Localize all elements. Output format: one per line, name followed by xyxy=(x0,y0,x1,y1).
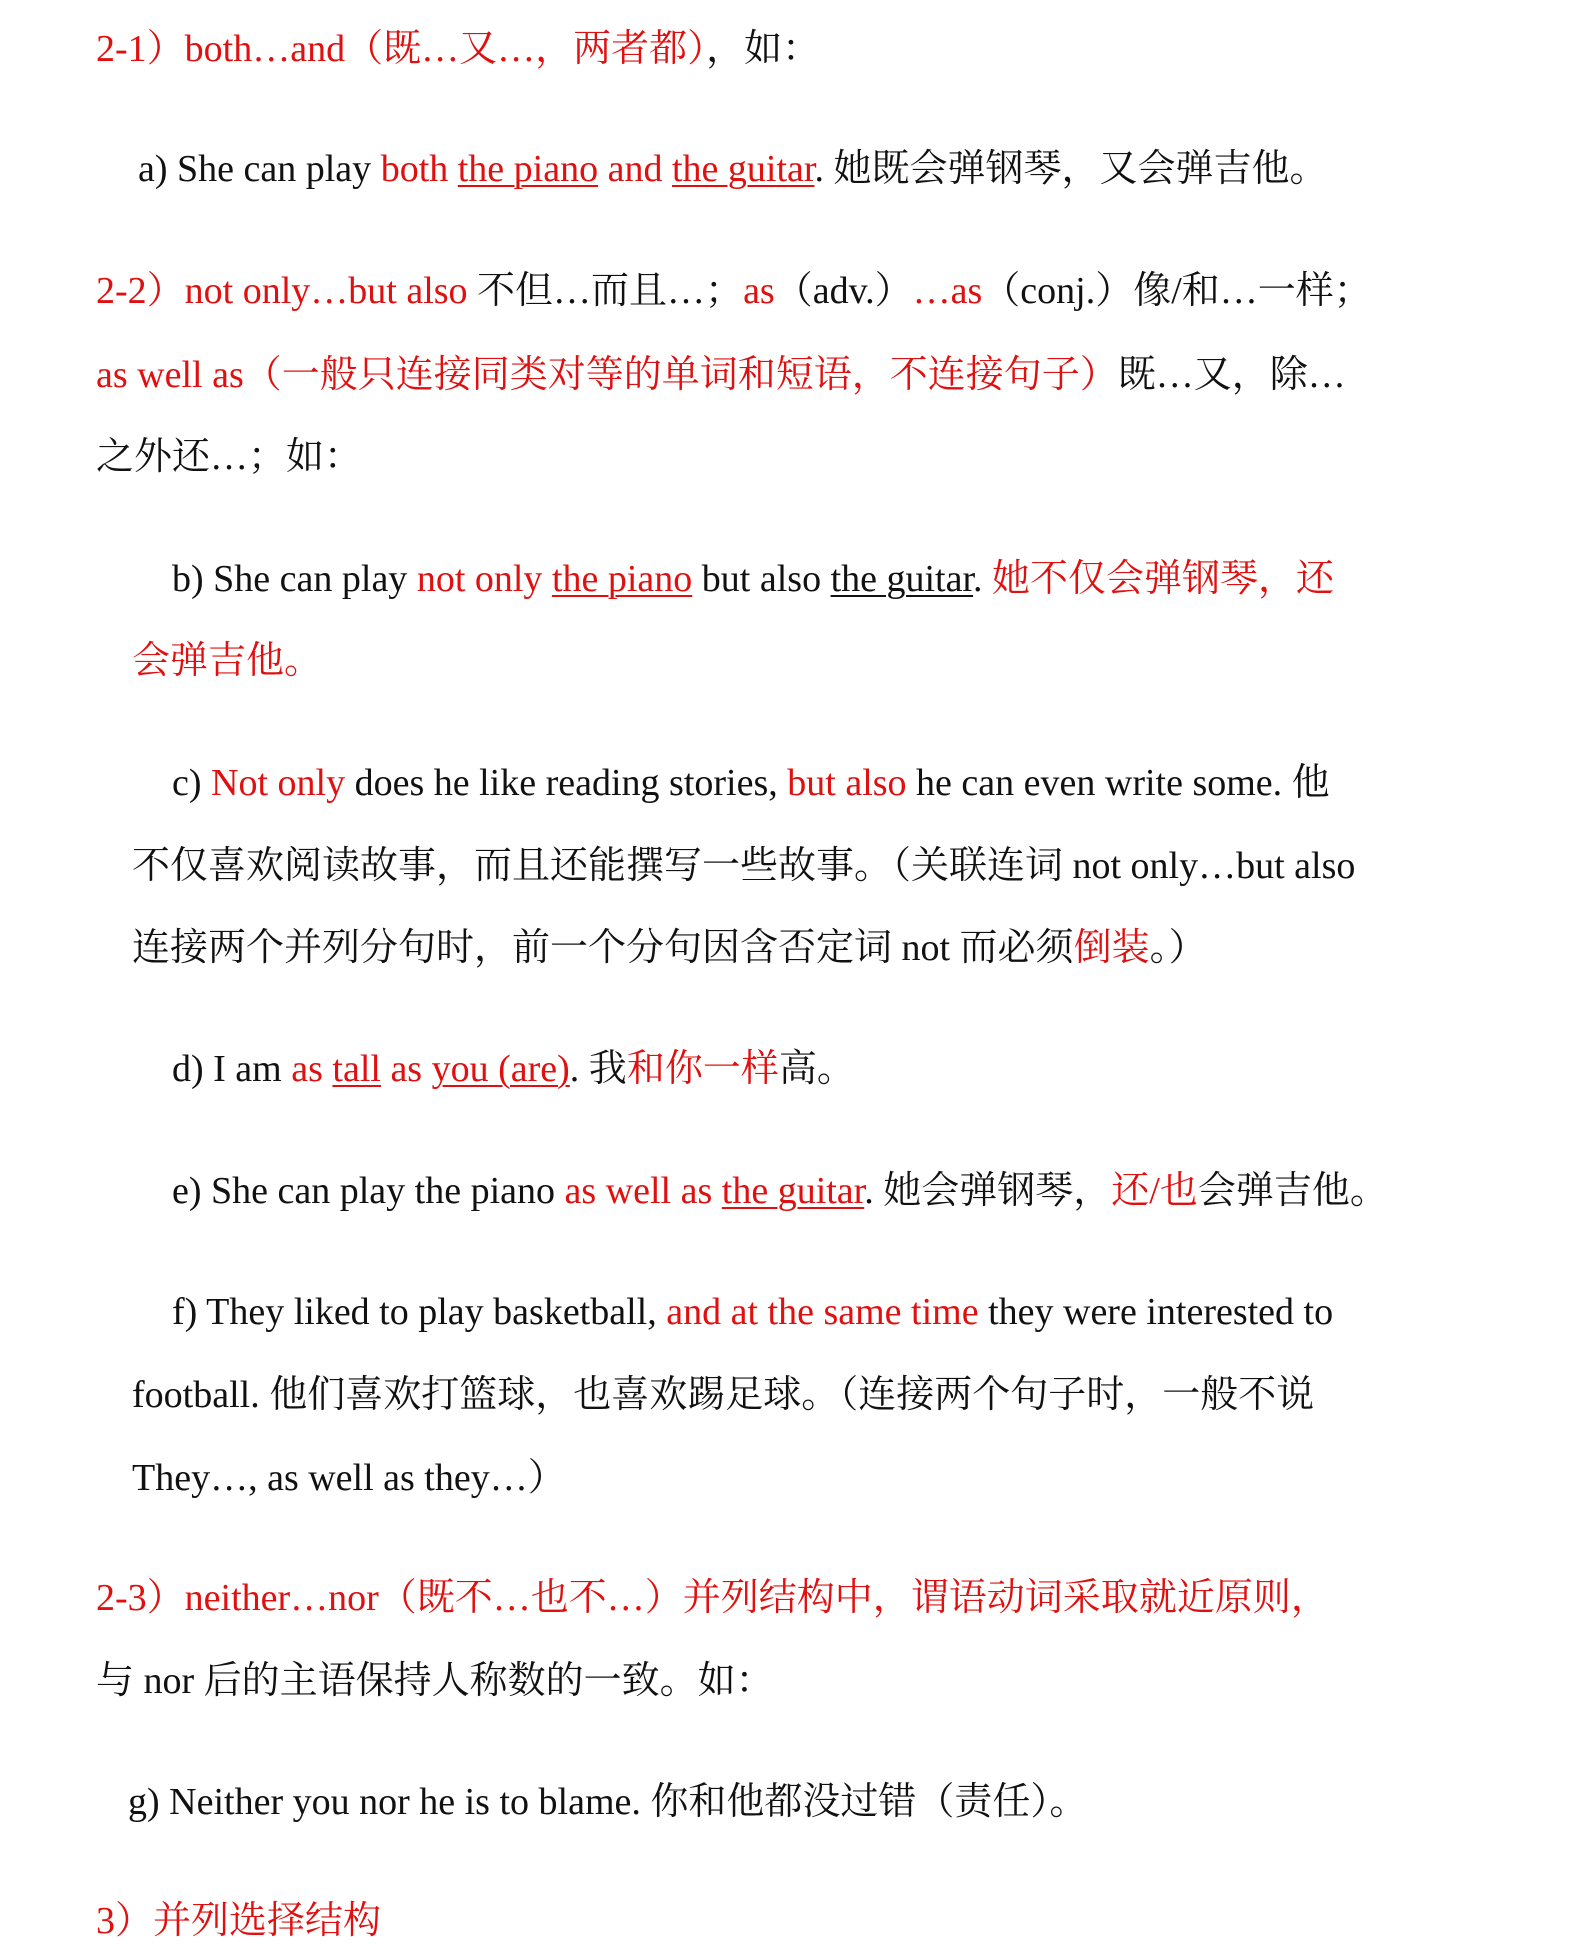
heading-2-1: 2-1）both…and（既…又…，两者都），如： xyxy=(96,28,821,70)
example-b: b) She can play not only the piano but also the guitar. 她不仅会弹钢琴，还 xyxy=(172,558,1335,600)
example-g: g) Neither you nor he is to blame. 你和他都没过错（责任）。 xyxy=(128,1781,1088,1823)
example-c: c) Not only does he like reading stories, but also he can even write some. 他 xyxy=(172,762,1330,804)
heading-3: 3）并列选择结构 xyxy=(96,1900,382,1942)
heading-2-3: 2-3）neither…nor（既不…也不…）并列结构中，谓语动词采取就近原则， xyxy=(96,1577,1329,1619)
example-f-line2: football. 他们喜欢打篮球，也喜欢踢足球。（连接两个句子时，一般不说 xyxy=(132,1374,1315,1416)
example-c-line3: 连接两个并列分句时，前一个分句因含否定词 not 而必须倒装。） xyxy=(132,927,1207,969)
heading-2-2-line2: as well as（一般只连接同类对等的单词和短语，不连接句子）既…又，除… xyxy=(96,354,1346,396)
example-d: d) I am as tall as you (are). 我和你一样高。 xyxy=(172,1048,855,1090)
example-f: f) They liked to play basketball, and at the same time they were interested to xyxy=(172,1291,1334,1333)
example-e: e) She can play the piano as well as the guitar. 她会弹钢琴，还/也会弹吉他。 xyxy=(172,1170,1388,1212)
example-f-line3: They…, as well as they…） xyxy=(132,1457,566,1499)
heading-2-3-line2: 与 nor 后的主语保持人称数的一致。如： xyxy=(96,1660,774,1702)
heading-2-2-line3: 之外还…；如： xyxy=(96,436,363,478)
example-c-line2: 不仅喜欢阅读故事，而且还能撰写一些故事。（关联连词 not only…but also xyxy=(132,845,1356,887)
heading-2-2: 2-2）not only…but also 不但…而且…；as（adv.）…as（conj.）像/和…一样； xyxy=(96,270,1372,312)
example-b-line2: 会弹吉他。 xyxy=(132,640,323,682)
example-a: a) She can play both the piano and the guitar. 她既会弹钢琴，又会弹吉他。 xyxy=(138,148,1328,190)
